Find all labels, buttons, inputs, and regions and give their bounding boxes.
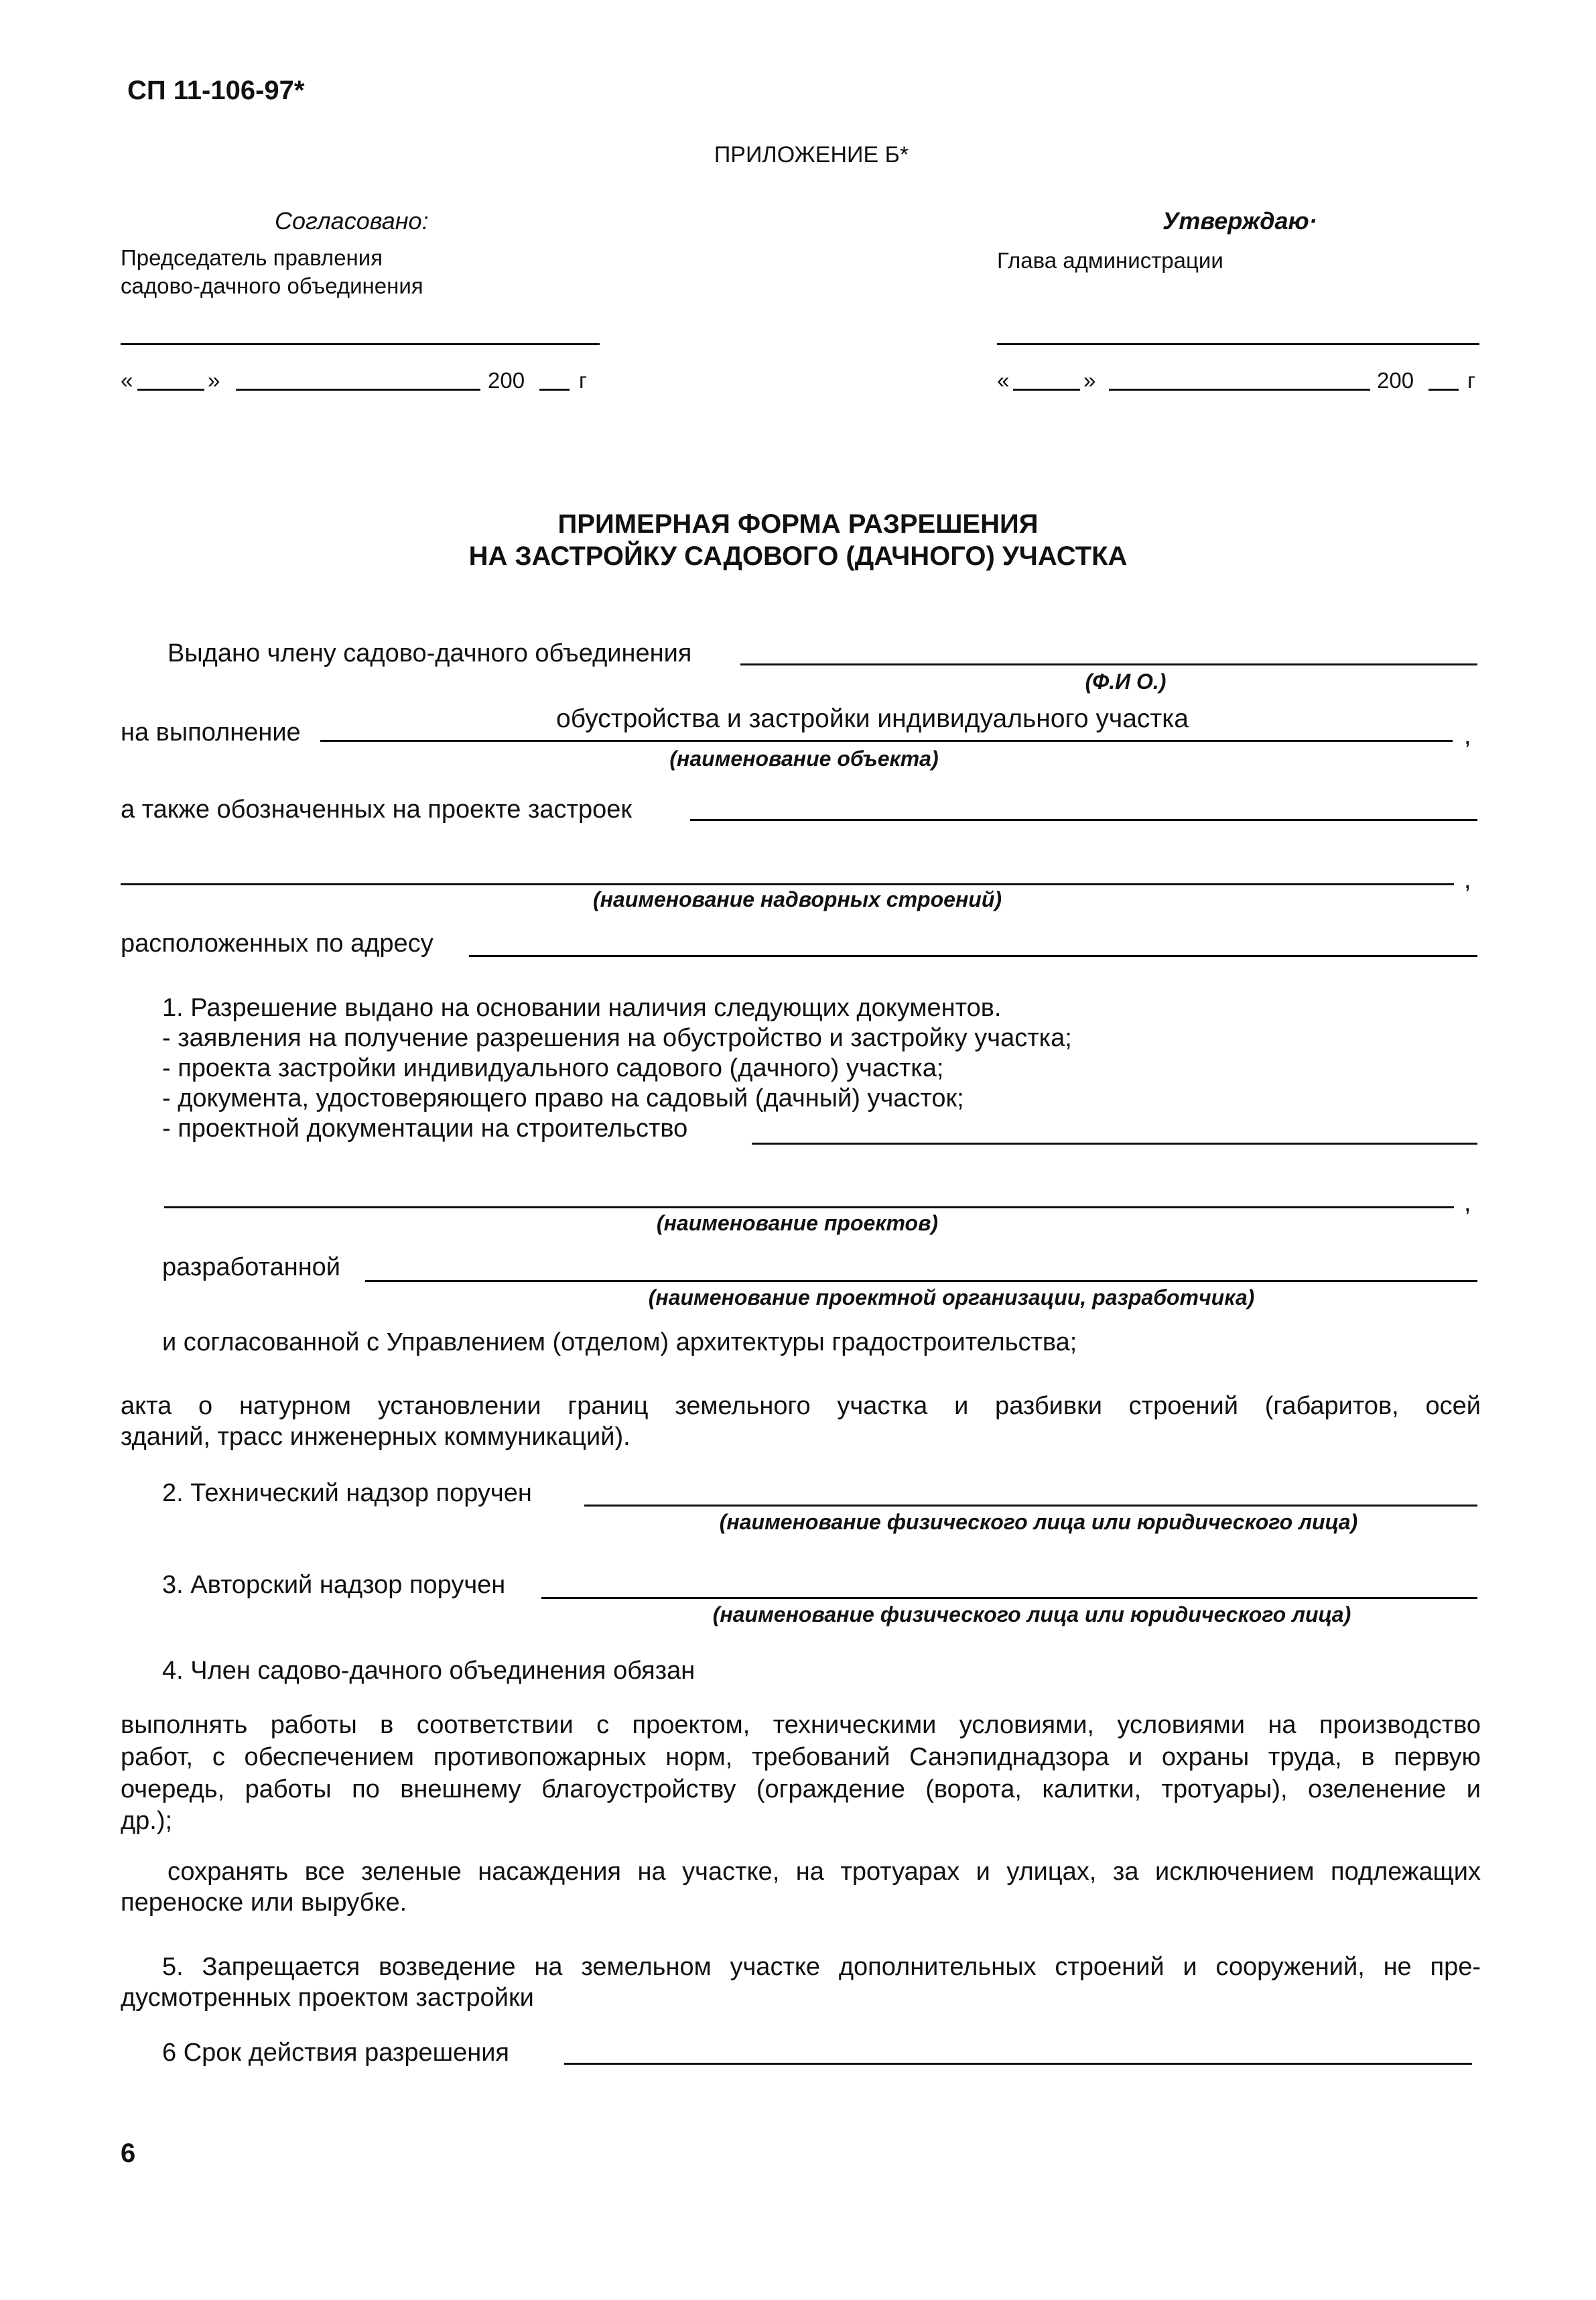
also-buildings-field[interactable] — [690, 819, 1477, 821]
documents-section — [162, 993, 1072, 1144]
projects-caption: (наименование проектов) — [656, 1211, 939, 1235]
validity-label: 6 Срок действия разрешения — [162, 2039, 510, 2067]
address-label: расположенных по адресу — [121, 930, 434, 958]
developed-label: разработанной — [162, 1253, 341, 1281]
author-supervision-label: 3. Авторский надзор поручен — [162, 1571, 506, 1599]
document-code: СП 11-106-97* — [127, 76, 305, 105]
works-comma: , — [1464, 722, 1471, 750]
right-year-field[interactable] — [1428, 389, 1459, 391]
tech-supervision-field[interactable] — [584, 1505, 1477, 1507]
buildings-caption: (наименование надворных строений) — [592, 887, 1002, 911]
documents-intro: 1. Разрешение выдано на основании наличия следующих документов. — [162, 994, 1002, 1022]
left-quote-close: » — [208, 368, 220, 393]
chairman-role-line2: садово-дачного объединения — [121, 273, 423, 298]
administration-signature-line[interactable] — [997, 343, 1479, 345]
agreed-architecture-text: и согласованной с Управлением (отделом) архитектуры градостроительства; — [162, 1328, 1077, 1356]
prohibition-line: дусмотренных проектом застройки — [121, 1984, 534, 2012]
documents-item: - проектной документации на строительство — [162, 1114, 688, 1143]
act-line1: акта о натурном установлении границ земельного участка и разбивки строений (габаритов, осей — [121, 1392, 1481, 1420]
head-of-administration-role: Глава администрации — [997, 248, 1223, 273]
member-name-caption: (Ф.И О.) — [1085, 669, 1167, 694]
approve-label: Утверждаю· — [1162, 207, 1317, 235]
also-buildings-label: а также обозначенных на проекте застроек — [121, 795, 632, 824]
form-title-line1: ПРИМЕРНАЯ ФОРМА РАЗРЕШЕНИЯ — [557, 509, 1039, 539]
obligations-p2-line: переноске или вырубке. — [121, 1889, 407, 1917]
buildings-field[interactable] — [121, 883, 1454, 885]
member-name-field[interactable] — [740, 663, 1477, 665]
obligations-p1-line: работ, с обеспечением противопожарных норм, требований Санэпиднадзора и охраны труда, в первую — [121, 1743, 1481, 1771]
page-number: 6 — [121, 2138, 136, 2168]
works-value: обустройства и застройки индивидуального участка — [556, 704, 1189, 733]
right-quote-close: » — [1083, 368, 1096, 393]
obligations-p1-line: выполнять работы в соответствии с проектом, техническими условиями, условиями на производство — [121, 1711, 1481, 1739]
right-quote-open: « — [997, 368, 1010, 393]
left-month-field[interactable] — [236, 389, 480, 391]
developed-field[interactable] — [365, 1280, 1477, 1282]
developed-caption: (наименование проектной организации, разработчика) — [648, 1285, 1255, 1309]
obligations-p1-line: очередь, работы по внешнему благоустройству (ограждение (ворота, калитки, тротуары), озеленение и — [121, 1775, 1481, 1803]
obligations-heading: 4. Член садово-дачного объединения обязан — [162, 1657, 695, 1685]
tech-supervision-caption: (наименование физического лица или юридического лица) — [719, 1510, 1358, 1534]
quote-open: « — [121, 368, 133, 393]
left-date-row — [121, 365, 133, 396]
left-year-field[interactable] — [539, 389, 570, 391]
chairman-signature-line[interactable] — [121, 343, 600, 345]
projects-comma: , — [1464, 1189, 1471, 1217]
right-day-field[interactable] — [1013, 389, 1080, 391]
prohibition-line: 5. Запрещается возведение на земельном участке дополнительных строений и сооружений, не пре- — [162, 1953, 1481, 1981]
right-year-suffix: г — [1467, 368, 1476, 393]
works-field[interactable] — [320, 740, 1453, 742]
author-supervision-caption: (наименование физического лица или юридического лица) — [712, 1602, 1351, 1626]
form-title-line2: НА ЗАСТРОЙКУ САДОВОГО (ДАЧНОГО) УЧАСТКА — [468, 541, 1128, 571]
documents-item: - заявления на получение разрешения на обустройство и застройку участка; — [162, 1024, 1072, 1052]
right-year-prefix: 200 — [1377, 368, 1414, 393]
validity-field[interactable] — [564, 2063, 1472, 2065]
left-year-prefix: 200 — [488, 368, 525, 393]
left-day-field[interactable] — [137, 389, 204, 391]
issued-to-label: Выдано члену садово-дачного объединения — [168, 639, 692, 667]
buildings-comma: , — [1464, 866, 1471, 894]
obligations-p1-line: др.); — [121, 1807, 173, 1835]
chairman-role — [121, 244, 423, 300]
left-year-suffix: г — [579, 368, 588, 393]
right-month-field[interactable] — [1109, 389, 1370, 391]
tech-supervision-label: 2. Технический надзор поручен — [162, 1479, 532, 1507]
documents-item: - документа, удостоверяющего право на садовый (дачный) участок; — [162, 1084, 964, 1112]
agreed-label: Согласовано: — [275, 207, 429, 235]
obligations-p2-line: сохранять все зеленые насаждения на участке, на тротуарах и улицах, за исключением подлежащих — [168, 1858, 1481, 1886]
chairman-role-line1: Председатель правления — [121, 245, 383, 270]
appendix-label: ПРИЛОЖЕНИЕ Б* — [714, 142, 909, 168]
documents-item: - проекта застройки индивидуального садового (дачного) участка; — [162, 1054, 944, 1082]
projects-field[interactable] — [164, 1206, 1454, 1208]
works-label: на выполнение — [121, 718, 301, 747]
act-line2: зданий, трасс инженерных коммуникаций). — [121, 1423, 630, 1451]
address-field[interactable] — [469, 955, 1477, 957]
author-supervision-field[interactable] — [541, 1597, 1477, 1599]
project-docs-field[interactable] — [752, 1143, 1477, 1145]
works-caption: (наименование объекта) — [669, 747, 939, 771]
form-title — [0, 508, 1596, 572]
